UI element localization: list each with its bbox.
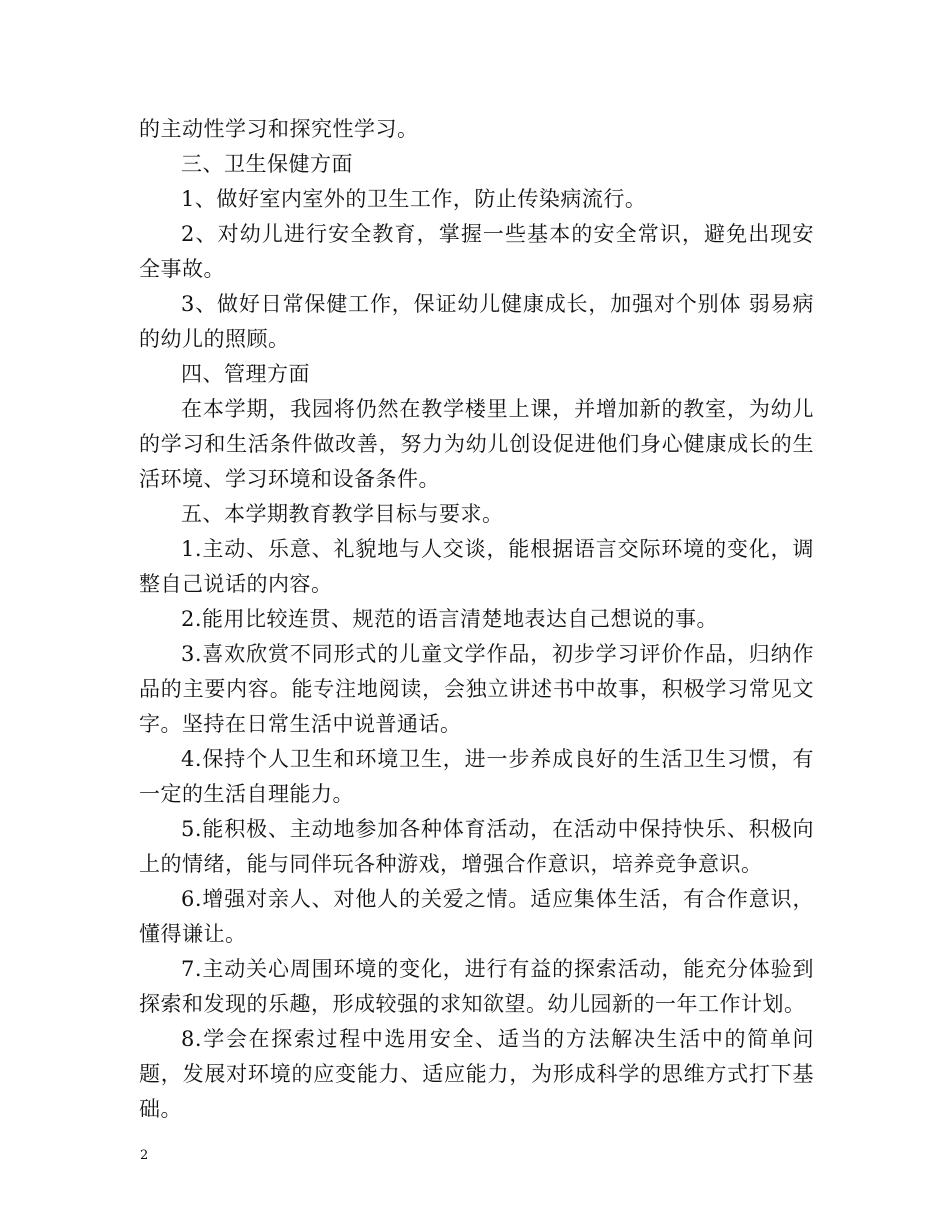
paragraph: 2、对幼儿进行安全教育，掌握一些基本的安全常识，避免出现安全事故。 — [139, 222, 814, 281]
paragraph: 1、做好室内室外的卫生工作，防止传染病流行。 — [181, 187, 647, 211]
goal-item: 3.喜欢欣赏不同形式的儿童文学作品，初步学习评价作品，归纳作品的主要内容。能专注地阅读，会独立讲述书中故事，积极学习常见文字。坚持在日常生活中说普通话。 — [139, 642, 814, 736]
goal-item: 1.主动、乐意、礼貌地与人交谈，能根据语言交际环境的变化，调整自己说话的内容。 — [139, 537, 814, 596]
paragraph: 的主动性学习和探究性学习。 — [139, 117, 419, 141]
goal-item: 8.学会在探索过程中选用安全、适当的方法解决生活中的简单问题，发展对环境的应变能力、适应能力，为形成科学的思维方式打下基础。 — [139, 1027, 814, 1121]
page-number: 2 — [140, 1148, 149, 1163]
paragraph: 在本学期，我园将仍然在教学楼里上课，并增加新的教室，为幼儿的学习和生活条件做改善，努力为幼儿创设促进他们身心健康成长的生活环境、学习环境和设备条件。 — [139, 397, 814, 491]
goal-item: 6.增强对亲人、对他人的关爱之情。适应集体生活，有合作意识，懂得谦让。 — [139, 887, 814, 946]
goal-item: 7.主动关心周围环境的变化，进行有益的探索活动，能充分体验到探索和发现的乐趣，形成较强的求知欲望。幼儿园新的一年工作计划。 — [139, 957, 814, 1016]
section-heading-management: 四、管理方面 — [181, 362, 310, 386]
goal-item: 2.能用比较连贯、规范的语言清楚地表达自己想说的事。 — [181, 607, 719, 631]
goal-item: 5.能积极、主动地参加各种体育活动，在活动中保持快乐、积极向上的情绪，能与同伴玩各种游戏，增强合作意识，培养竞争意识。 — [139, 817, 814, 876]
document-body — [139, 112, 814, 1127]
section-heading-goals: 五、本学期教育教学目标与要求。 — [181, 502, 504, 526]
paragraph: 3、做好日常保健工作，保证幼儿健康成长，加强对个别体 弱易病的幼儿的照顾。 — [139, 292, 814, 351]
goal-item: 4.保持个人卫生和环境卫生，进一步养成良好的生活卫生习惯，有一定的生活自理能力。 — [139, 747, 814, 806]
section-heading-hygiene: 三、卫生保健方面 — [181, 152, 353, 176]
